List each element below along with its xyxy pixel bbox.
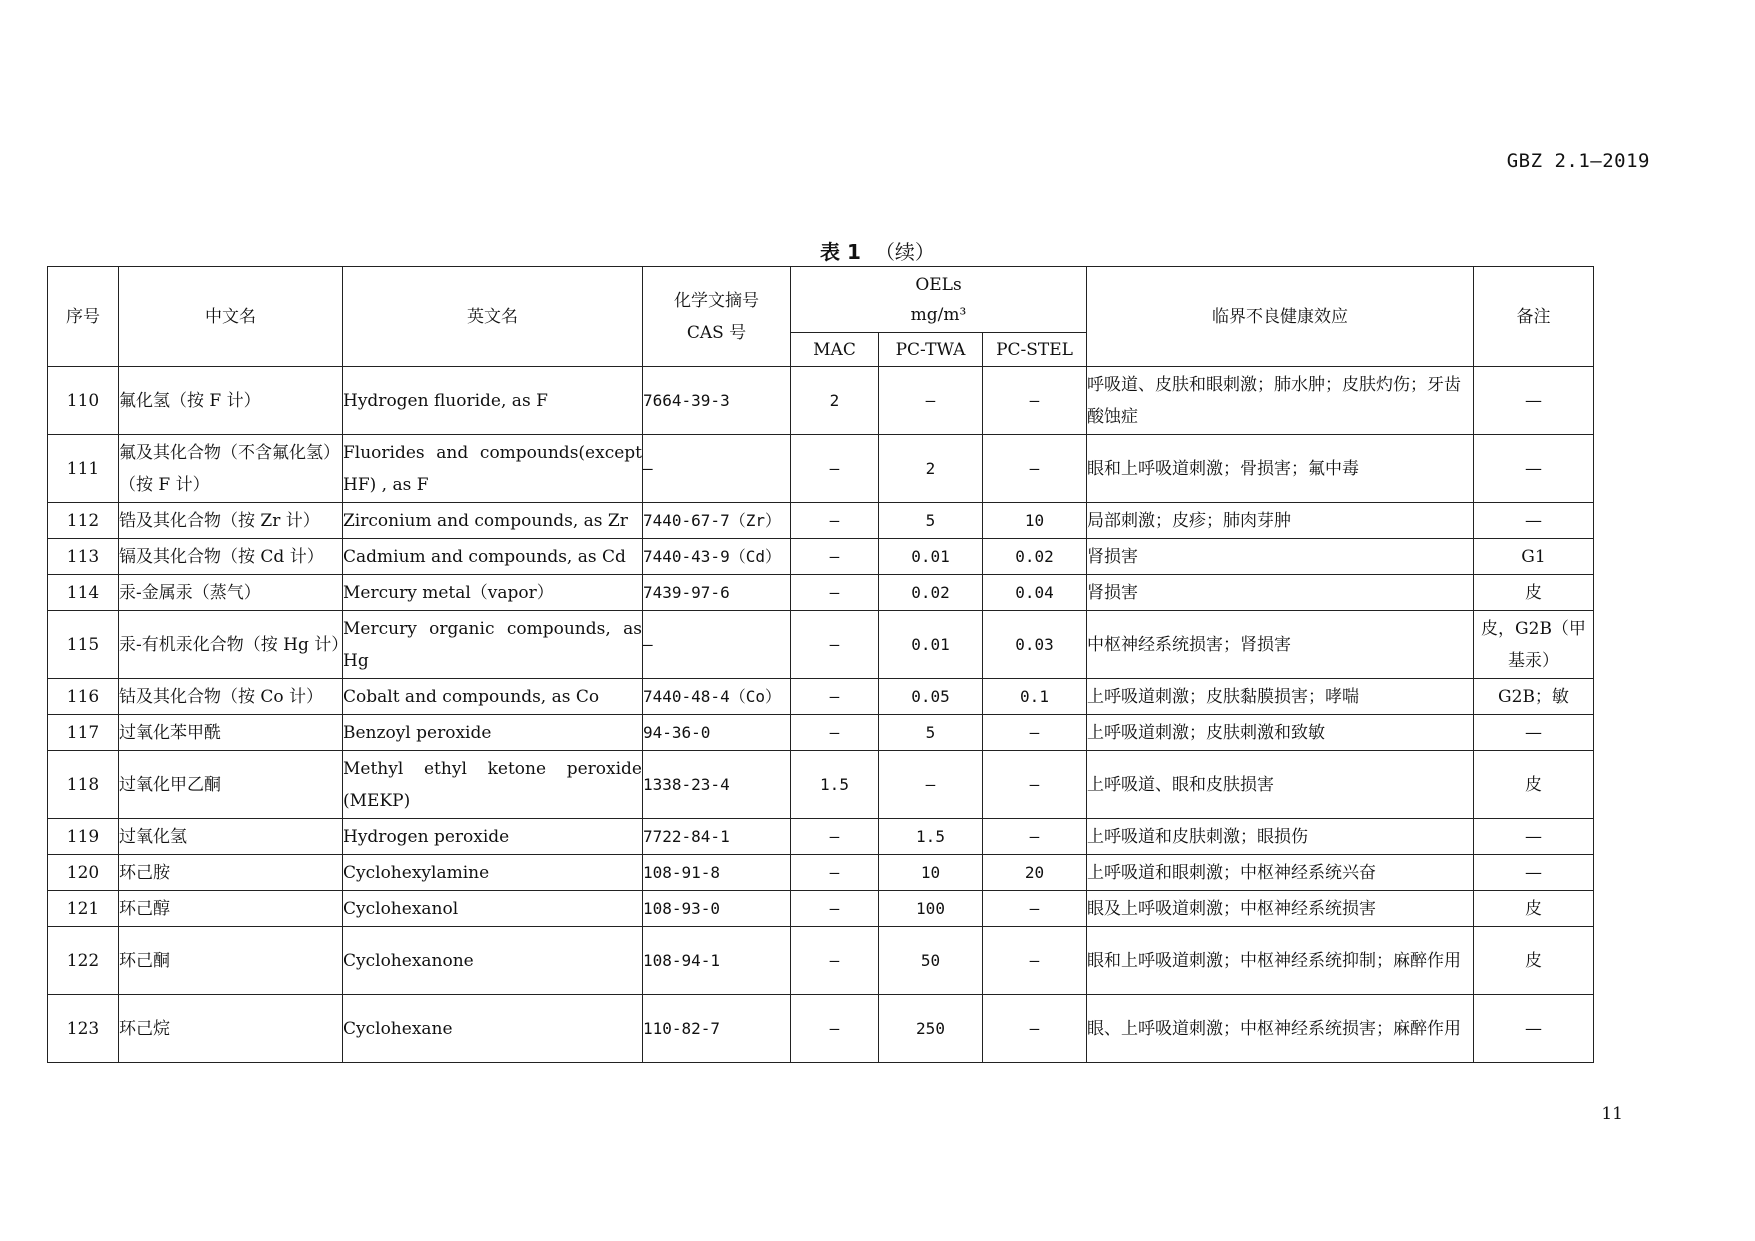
cell-en-name: Cyclohexanone [343,927,643,995]
header-cn-name: 中文名 [119,267,343,367]
cell-remarks: — [1474,367,1594,435]
cell-cn-name: 环己胺 [119,855,343,891]
table-row [48,855,1594,891]
cell-mac: — [791,995,879,1063]
table-row [48,715,1594,751]
cell-cas: 108-93-0 [643,891,791,927]
table-row [48,995,1594,1063]
cell-effects: 中枢神经系统损害；肾损害 [1087,611,1474,679]
cell-cn-name: 氟化氢（按 F 计） [119,367,343,435]
cell-mac: — [791,503,879,539]
table-header-row [48,267,1594,333]
cell-cn-name: 过氧化甲乙酮 [119,751,343,819]
cell-mac: — [791,679,879,715]
cell-pc-twa: 2 [879,435,983,503]
cell-remarks: G2B；敏 [1474,679,1594,715]
cell-mac: — [791,855,879,891]
cell-cn-name: 环己醇 [119,891,343,927]
cell-pc-twa: 0.05 [879,679,983,715]
cell-pc-stel: — [983,367,1087,435]
header-pc-stel: PC-STEL [983,333,1087,367]
cell-cn-name: 钴及其化合物（按 Co 计） [119,679,343,715]
cell-cn-name: 汞-金属汞（蒸气） [119,575,343,611]
cell-pc-stel: — [983,891,1087,927]
cell-cn-name: 环己烷 [119,995,343,1063]
cell-mac: 1.5 [791,751,879,819]
cell-no: 122 [48,927,119,995]
header-no: 序号 [48,267,119,367]
cell-effects: 呼吸道、皮肤和眼刺激；肺水肿；皮肤灼伤；牙齿酸蚀症 [1087,367,1474,435]
cell-cn-name: 过氧化氢 [119,819,343,855]
cell-no: 119 [48,819,119,855]
table-body [48,367,1594,1063]
header-oels-unit: mg/m³ [910,304,967,325]
cell-remarks: 皮 [1474,751,1594,819]
header-cas-line1: 化学文摘号 [674,290,759,311]
cell-en-name: Cadmium and compounds, as Cd [343,539,643,575]
cell-no: 117 [48,715,119,751]
cell-en-name: Cyclohexylamine [343,855,643,891]
cell-remarks: 皮 [1474,927,1594,995]
cell-cas: 7440-48-4（Co） [643,679,791,715]
cell-en-name: Fluorides and compounds(except HF) , as F [343,435,643,503]
cell-mac: — [791,539,879,575]
cell-en-name: Methyl ethyl ketone peroxide (MEKP) [343,751,643,819]
cell-pc-stel: — [983,751,1087,819]
table-row [48,819,1594,855]
table-row [48,539,1594,575]
cell-no: 113 [48,539,119,575]
cell-en-name: Cyclohexanol [343,891,643,927]
cell-en-name: Hydrogen fluoride, as F [343,367,643,435]
cell-pc-stel: — [983,435,1087,503]
table-caption [0,236,1755,265]
cell-no: 118 [48,751,119,819]
cell-no: 110 [48,367,119,435]
cell-effects: 上呼吸道刺激；皮肤刺激和致敏 [1087,715,1474,751]
cell-cas: 7440-43-9（Cd） [643,539,791,575]
cell-pc-twa: 10 [879,855,983,891]
header-en-name: 英文名 [343,267,643,367]
cell-cn-name: 汞-有机汞化合物（按 Hg 计） [119,611,343,679]
cell-effects: 上呼吸道和皮肤刺激；眼损伤 [1087,819,1474,855]
cell-en-name: Zirconium and compounds, as Zr [343,503,643,539]
exposure-limits-table [47,266,1594,1063]
cell-effects: 上呼吸道、眼和皮肤损害 [1087,751,1474,819]
cell-pc-twa: — [879,367,983,435]
table-row [48,611,1594,679]
cell-pc-twa: 250 [879,995,983,1063]
cell-cas: 108-94-1 [643,927,791,995]
table-row [48,503,1594,539]
cell-mac: 2 [791,367,879,435]
cell-cn-name: 环己酮 [119,927,343,995]
cell-pc-stel: — [983,715,1087,751]
document-code: GBZ 2.1—2019 [1506,150,1650,172]
cell-effects: 眼、上呼吸道刺激；中枢神经系统损害；麻醉作用 [1087,995,1474,1063]
cell-remarks: 皮，G2B（甲基汞） [1474,611,1594,679]
cell-pc-stel: — [983,927,1087,995]
table-row [48,367,1594,435]
cell-cas: 7439-97-6 [643,575,791,611]
cell-remarks: 皮 [1474,575,1594,611]
cell-effects: 眼和上呼吸道刺激；骨损害；氟中毒 [1087,435,1474,503]
cell-mac: — [791,715,879,751]
cell-remarks: — [1474,819,1594,855]
table-row [48,927,1594,995]
cell-pc-twa: 100 [879,891,983,927]
cell-mac: — [791,819,879,855]
cell-pc-stel: 10 [983,503,1087,539]
header-effects: 临界不良健康效应 [1087,267,1474,367]
cell-cas: — [643,435,791,503]
cell-effects: 上呼吸道刺激；皮肤黏膜损害；哮喘 [1087,679,1474,715]
cell-no: 116 [48,679,119,715]
cell-effects: 局部刺激；皮疹；肺肉芽肿 [1087,503,1474,539]
cell-cas: 94-36-0 [643,715,791,751]
cell-mac: — [791,435,879,503]
header-mac: MAC [791,333,879,367]
cell-no: 120 [48,855,119,891]
cell-no: 115 [48,611,119,679]
cell-cas: 110-82-7 [643,995,791,1063]
cell-mac: — [791,575,879,611]
cell-no: 111 [48,435,119,503]
cell-no: 123 [48,995,119,1063]
cell-pc-stel: 0.04 [983,575,1087,611]
cell-cas: 1338-23-4 [643,751,791,819]
cell-effects: 肾损害 [1087,575,1474,611]
header-oels-label: OELs [915,274,962,295]
header-cas-line2: CAS 号 [686,322,747,343]
cell-effects: 眼和上呼吸道刺激；中枢神经系统抑制；麻醉作用 [1087,927,1474,995]
cell-en-name: Hydrogen peroxide [343,819,643,855]
header-pc-twa: PC-TWA [879,333,983,367]
cell-pc-stel: — [983,995,1087,1063]
cell-remarks: — [1474,995,1594,1063]
cell-cn-name: 锆及其化合物（按 Zr 计） [119,503,343,539]
cell-mac: — [791,927,879,995]
cell-effects: 眼及上呼吸道刺激；中枢神经系统损害 [1087,891,1474,927]
cell-pc-twa: 5 [879,503,983,539]
table-row [48,679,1594,715]
cell-pc-twa: 0.01 [879,539,983,575]
header-oels [791,267,1087,333]
cell-no: 121 [48,891,119,927]
cell-pc-twa: 50 [879,927,983,995]
cell-en-name: Cyclohexane [343,995,643,1063]
cell-mac: — [791,891,879,927]
cell-pc-twa: 5 [879,715,983,751]
cell-effects: 上呼吸道和眼刺激；中枢神经系统兴奋 [1087,855,1474,891]
cell-cn-name: 氟及其化合物（不含氟化氢）（按 F 计） [119,435,343,503]
cell-cas: — [643,611,791,679]
cell-cas: 7664-39-3 [643,367,791,435]
cell-effects: 肾损害 [1087,539,1474,575]
page-number: 11 [1601,1104,1623,1124]
header-remarks: 备注 [1474,267,1594,367]
cell-pc-stel: 20 [983,855,1087,891]
cell-pc-twa: 1.5 [879,819,983,855]
cell-pc-twa: 0.01 [879,611,983,679]
cell-cas: 7440-67-7（Zr） [643,503,791,539]
cell-pc-stel: — [983,819,1087,855]
cell-cn-name: 镉及其化合物（按 Cd 计） [119,539,343,575]
table-title: 表 1 [820,240,861,264]
table-row [48,435,1594,503]
cell-en-name: Cobalt and compounds, as Co [343,679,643,715]
cell-no: 112 [48,503,119,539]
cell-pc-stel: 0.1 [983,679,1087,715]
cell-mac: — [791,611,879,679]
cell-no: 114 [48,575,119,611]
table-row [48,575,1594,611]
cell-cas: 108-91-8 [643,855,791,891]
cell-en-name: Mercury metal（vapor） [343,575,643,611]
table-row [48,891,1594,927]
header-cas [643,267,791,367]
table-continued-label: （续） [874,240,935,264]
cell-remarks: — [1474,855,1594,891]
cell-pc-stel: 0.03 [983,611,1087,679]
cell-cas: 7722-84-1 [643,819,791,855]
cell-pc-twa: 0.02 [879,575,983,611]
cell-pc-twa: — [879,751,983,819]
cell-remarks: G1 [1474,539,1594,575]
cell-remarks: — [1474,435,1594,503]
cell-pc-stel: 0.02 [983,539,1087,575]
cell-remarks: — [1474,503,1594,539]
cell-en-name: Mercury organic compounds, as Hg [343,611,643,679]
cell-en-name: Benzoyl peroxide [343,715,643,751]
cell-cn-name: 过氧化苯甲酰 [119,715,343,751]
cell-remarks: 皮 [1474,891,1594,927]
cell-remarks: — [1474,715,1594,751]
table-row [48,751,1594,819]
